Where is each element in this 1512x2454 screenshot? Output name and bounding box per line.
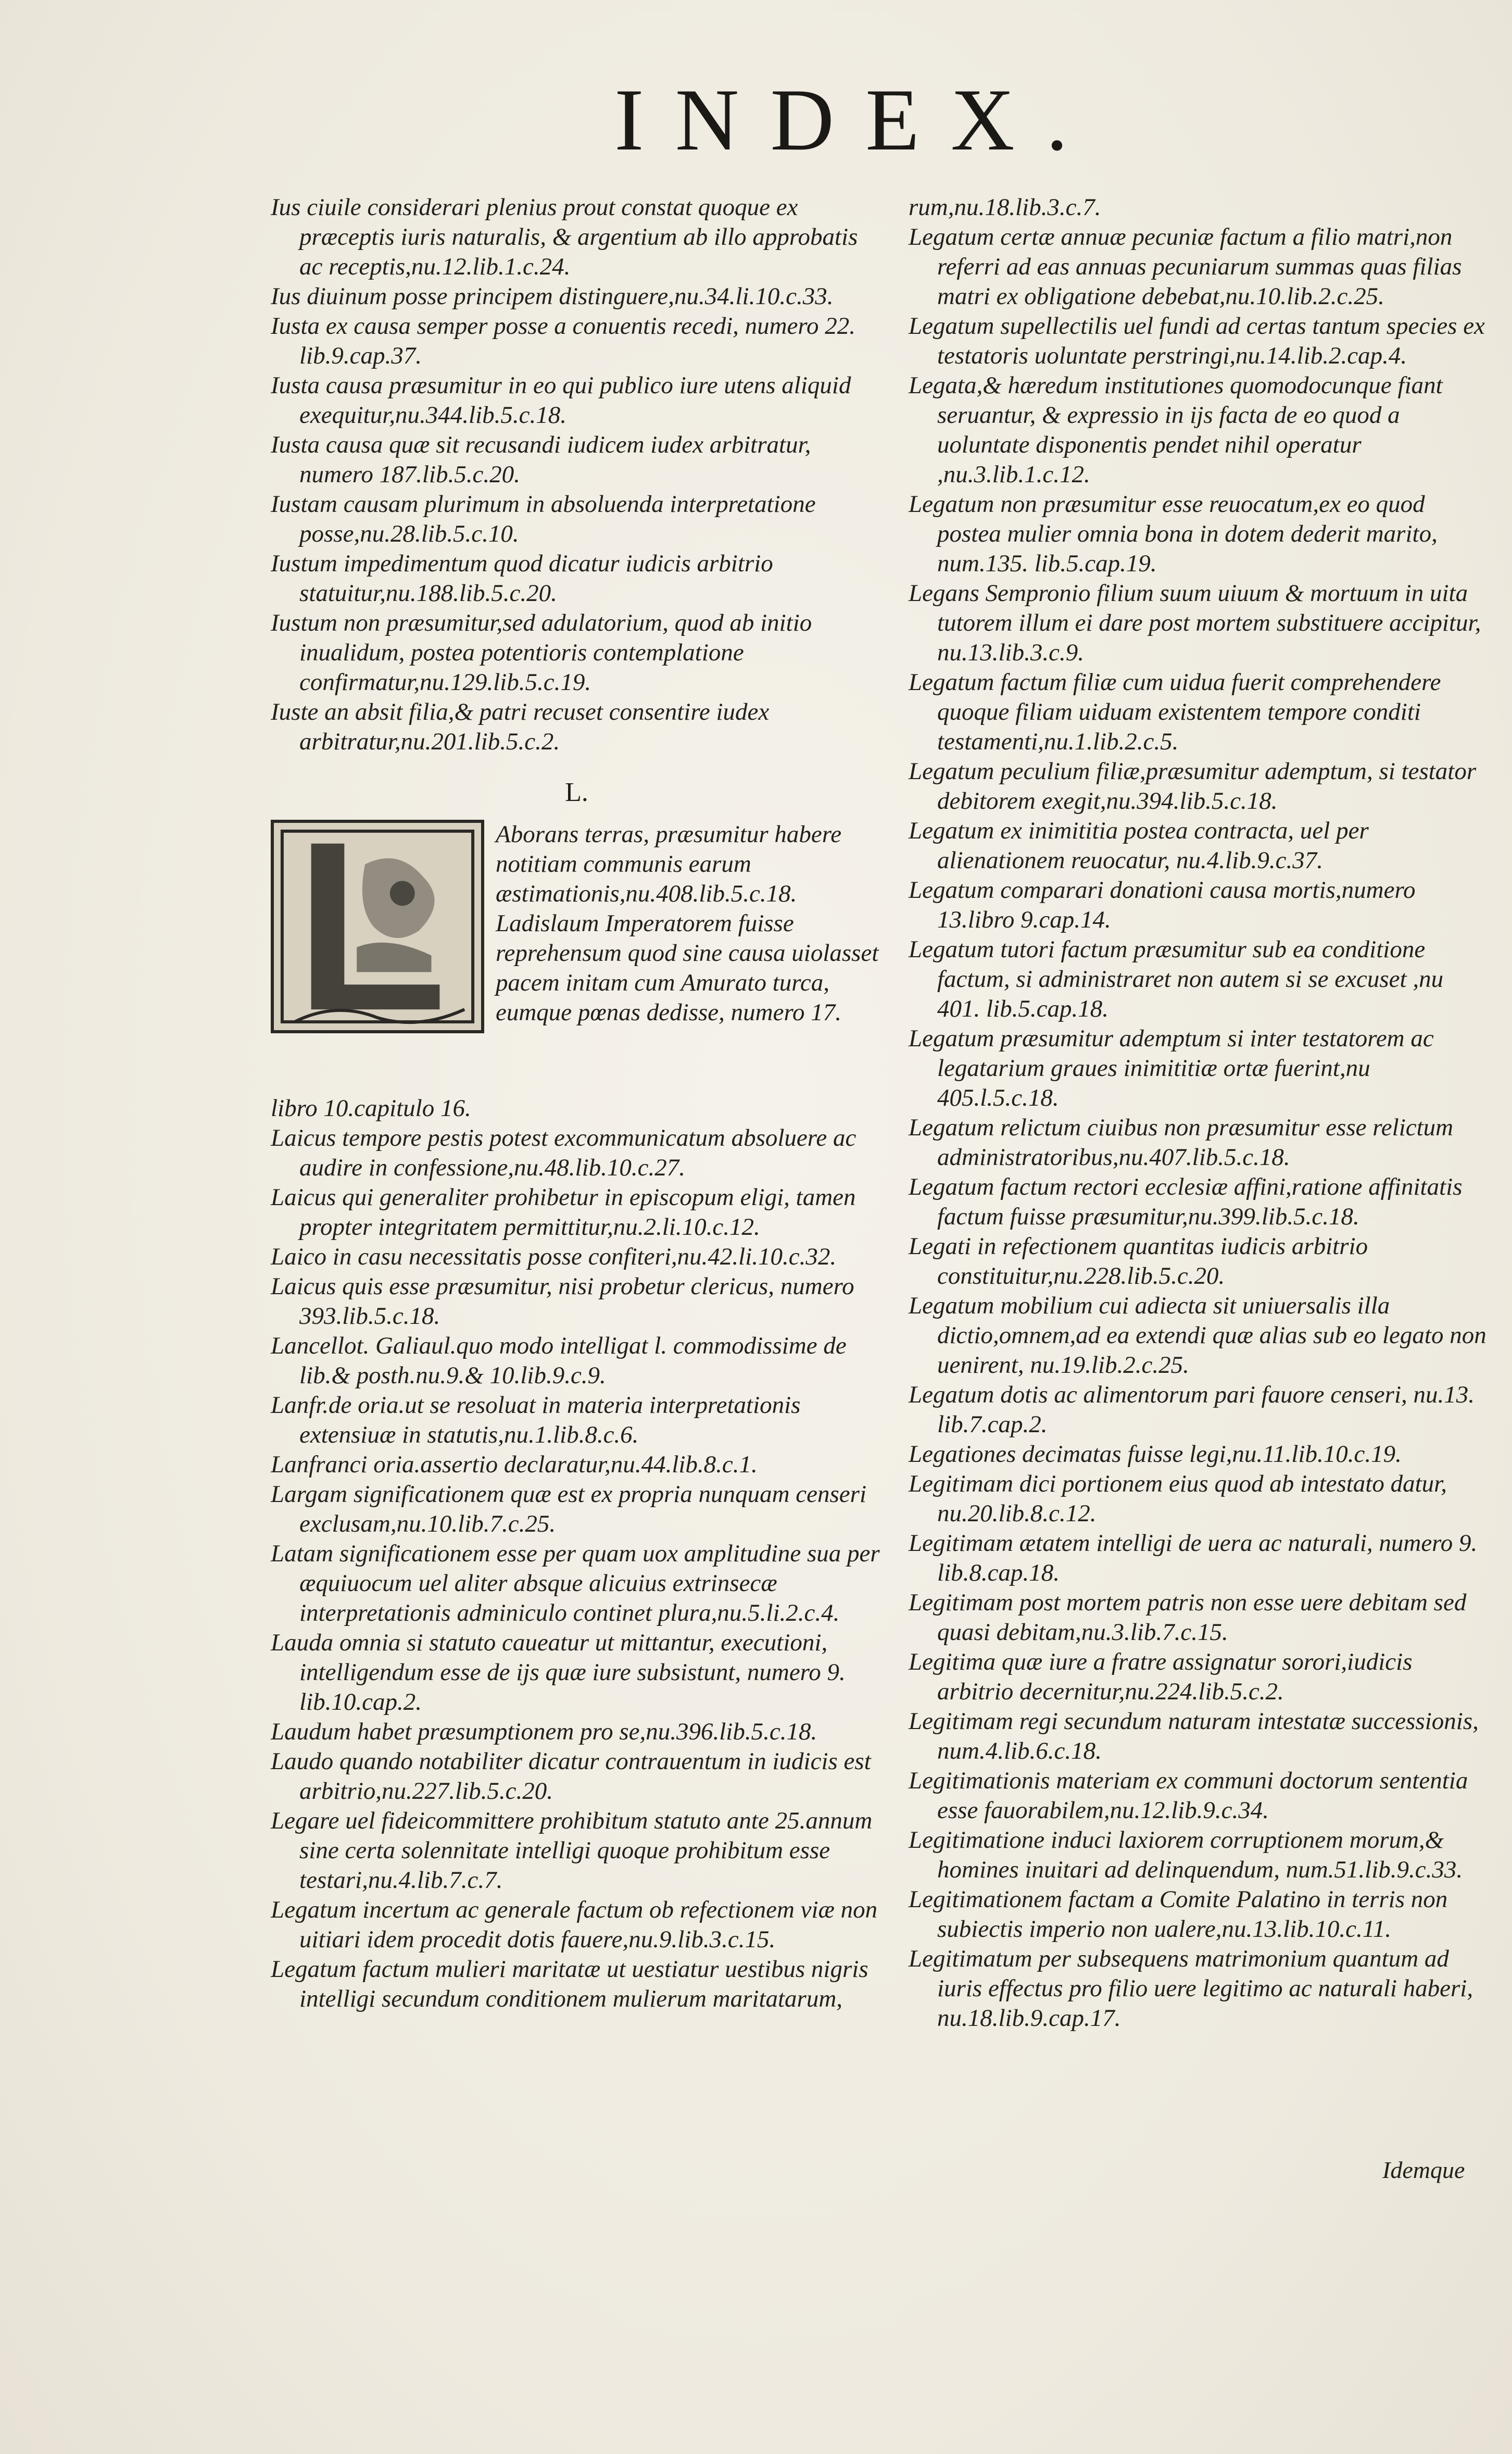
index-entry: Legare uel fideicommittere prohibitum statuto ante 25.annum sine certa solennitate intelligi quoque prohibitum esse testari,nu.4.lib.7.c.7. bbox=[271, 1807, 879, 1894]
index-entry: Legationes decimatas fuisse legi,nu.11.lib.10.c.19. bbox=[909, 1441, 1402, 1468]
index-entry: Lancellot. Galiaul.quo modo intelligat l. commodissime de lib.& posth.nu.9.& 10.lib.9.c.9. bbox=[271, 1332, 853, 1389]
index-entry: Lauda omnia si statuto caueatur ut mittantur, executioni, intelligendum esse de ijs quæ iure subsistunt, numero 9. lib.10.cap.2. bbox=[271, 1629, 852, 1716]
decorated-initial-icon bbox=[271, 820, 484, 1033]
initial-entry-text: Aborans terras, præsumitur habere notitiam communis earum æstimationis,nu.408.lib.5.c.18. Ladislaum Imperatorem fuisse reprehensum quod sine causa uiolasset pacem initam cum Amurato turca, eumque pœnas dedisse, numero 17. bbox=[496, 821, 879, 1026]
index-entry: Laudum habet præsumptionem pro se,nu.396.lib.5.c.18. bbox=[271, 1718, 817, 1745]
index-entry: Ius ciuile considerari plenius prout constat quoque ex præceptis iuris naturalis, & argentium ab illo approbatis ac receptis,nu.12.lib.1.c.24. bbox=[271, 194, 864, 280]
left-column bbox=[271, 193, 886, 2014]
index-entry: Legatum præsumitur ademptum si inter testatorem ac legatarium graues inimititiæ ortæ fuerint,nu 405.l.5.c.18. bbox=[909, 1025, 1440, 1111]
index-entry: Legitimam dici portionem eius quod ab intestato datur, nu.20.lib.8.c.12. bbox=[909, 1470, 1453, 1527]
index-entry: Legatum certæ annuæ pecuniæ factum a filio matri,non referri ad eas annuas pecuniarum summas quas filias matri ex obligatione debebat,nu.10.lib.2.c.25. bbox=[909, 223, 1468, 310]
index-entry: Iusta ex causa semper posse a conuentis recedi, numero 22. lib.9.cap.37. bbox=[271, 312, 862, 369]
index-entry: Lanfranci oria.assertio declaratur,nu.44.lib.8.c.1. bbox=[271, 1451, 758, 1478]
catchword: Idemque bbox=[1382, 2157, 1465, 2183]
index-entry: Iusta causa præsumitur in eo qui publico iure utens aliquid exequitur,nu.344.lib.5.c.18. bbox=[271, 372, 858, 429]
index-entry: Legatum mobilium cui adiecta sit uniuersalis illa dictio,omnem,ad ea extendi quæ alias sub eo legato non uenirent, nu.19.lib.2.c.25. bbox=[909, 1292, 1493, 1379]
index-entry: Legitimam post mortem patris non esse uere debitam sed quasi debitam,nu.3.lib.7.c.15. bbox=[909, 1589, 1473, 1646]
initial-block bbox=[271, 820, 883, 1091]
index-entry: Legatum non præsumitur esse reuocatum,ex eo quod postea mulier omnia bona in dotem dederit marito, num.135. lib.5.cap.19. bbox=[909, 491, 1444, 577]
index-entry: Iustum impedimentum quod dicatur iudicis arbitrio statuitur,nu.188.lib.5.c.20. bbox=[271, 550, 779, 607]
index-entry: rum,nu.18.lib.3.c.7. bbox=[909, 194, 1101, 221]
index-entry: Legans Sempronio filium suum uiuum & mortuum in uita tutorem illum ei dare post mortem substituere accipitur, nu.13.lib.3.c.9. bbox=[909, 580, 1488, 666]
index-entry: Laico in casu necessitatis posse confiteri,nu.42.li.10.c.32. bbox=[271, 1243, 837, 1270]
index-entry: Legitimam regi secundum naturam intestatæ successionis, num.4.lib.6.c.18. bbox=[909, 1708, 1485, 1764]
index-entry: Iusta causa quæ sit recusandi iudicem iudex arbitratur, numero 187.lib.5.c.20. bbox=[271, 431, 817, 488]
index-entry: Lanfr.de oria.ut se resoluat in materia interpretationis extensiuæ in statutis,nu.1.lib.8.c.6. bbox=[271, 1392, 807, 1448]
index-entry: Laudo quando notabiliter dicatur contrauentum in iudicis est arbitrio,nu.227.lib.5.c.20. bbox=[271, 1748, 877, 1805]
index-entry: Iustum non præsumitur,sed adulatorium, quod ab initio inualidum, postea potentioris contemplatione confirmatur,nu.129.lib.5.c.19. bbox=[271, 609, 818, 696]
entries-right bbox=[909, 193, 1492, 2033]
index-entry: Latam significationem esse per quam uox amplitudine sua per æquiuocum uel aliter absque alicuius extrinsecæ interpretationis adminiculo continet plura,nu.5.li.2.c.4. bbox=[271, 1540, 886, 1626]
page-title: INDEX. bbox=[614, 71, 1100, 169]
index-entry: Legatum factum filiæ cum uidua fuerit comprehendere quoque filiam uiduam existentem tempore conditi testamenti,nu.1.lib.2.c.5. bbox=[909, 669, 1447, 755]
index-entry: Legatum supellectilis uel fundi ad certas tantum species ex testatoris uoluntate perstringi,nu.14.lib.2.cap.4. bbox=[909, 312, 1491, 369]
index-entry: Legitimatione induci laxiorem corruptionem morum,& homines inuitari ad delinquendum, num.51.lib.9.c.33. bbox=[909, 1826, 1463, 1883]
index-entry: Legatum tutori factum præsumitur sub ea conditione factum, si administraret non autem si se excuset ,nu 401. lib.5.cap.18. bbox=[909, 936, 1450, 1022]
entries-top bbox=[271, 193, 883, 757]
index-entry: Legitima quæ iure a fratre assignatur sorori,iudicis arbitrio decernitur,nu.224.lib.5.c.2. bbox=[909, 1648, 1419, 1705]
index-entry: Legatum ex inimititia postea contracta, uel per alienationem reuocatur, nu.4.lib.9.c.37. bbox=[909, 817, 1375, 874]
index-entry: Legati in refectionem quantitas iudicis arbitrio constituitur,nu.228.lib.5.c.20. bbox=[909, 1233, 1374, 1289]
index-entry: Legitimatum per subsequens matrimonium quantum ad iuris effectus pro filio uere legitimo ac naturali haberi, nu.18.lib.9.cap.17. bbox=[909, 1945, 1479, 2032]
index-entry: Legatum factum mulieri maritatæ ut uestiatur uestibus nigris intelligi secundum conditionem mulierum maritatarum, bbox=[271, 1956, 875, 2012]
index-entry: libro 10.capitulo 16. bbox=[271, 1095, 471, 1122]
index-entry: Legitimationem factam a Comite Palatino in terris non subiectis imperio non ualere,nu.13.lib.10.c.11. bbox=[909, 1886, 1454, 1943]
index-entry: Legatum peculium filiæ,præsumitur ademptum, si testator debitorem exegit,nu.394.lib.5.c.18. bbox=[909, 758, 1482, 815]
index-entry: Legatum relictum ciuibus non præsumitur esse relictum administratoribus,nu.407.lib.5.c.18. bbox=[909, 1114, 1459, 1171]
entries-bottom bbox=[271, 1094, 886, 2014]
index-entry: Largam significationem quæ est ex propria nunquam censeri exclusam,nu.10.lib.7.c.25. bbox=[271, 1481, 873, 1537]
section-letter: L. bbox=[565, 778, 588, 807]
index-entry: Iuste an absit filia,& patri recuset consentire iudex arbitratur,nu.201.lib.5.c.2. bbox=[271, 698, 776, 755]
index-entry: Laicus qui generaliter prohibetur in episcopum eligi, tamen propter integritatem permittitur,nu.2.li.10.c.12. bbox=[271, 1184, 862, 1241]
index-entry: Legitimationis materiam ex communi doctorum sententia esse fauorabilem,nu.12.lib.9.c.34. bbox=[909, 1767, 1475, 1824]
index-entry: Laicus quis esse præsumitur, nisi probetur clericus, numero 393.lib.5.c.18. bbox=[271, 1273, 861, 1330]
index-entry: Legitimam ætatem intelligi de uera ac naturali, numero 9. lib.8.cap.18. bbox=[909, 1530, 1483, 1586]
index-entry: Legatum dotis ac alimentorum pari fauore censeri, nu.13. lib.7.cap.2. bbox=[909, 1381, 1481, 1438]
index-entry: Legatum factum rectori ecclesiæ affini,ratione affinitatis factum fuisse præsumitur,nu.399.lib.5.c.18. bbox=[909, 1173, 1469, 1230]
right-column bbox=[909, 193, 1492, 2033]
index-entry: Legatum comparari donationi causa mortis,numero 13.libro 9.cap.14. bbox=[909, 877, 1422, 933]
index-entry: Laicus tempore pestis potest excommunicatum absoluere ac audire in confessione,nu.48.lib.10.c.27. bbox=[271, 1124, 863, 1181]
index-entry: Ius diuinum posse principem distinguere,nu.34.li.10.c.33. bbox=[271, 283, 834, 310]
index-entry: Legatum incertum ac generale factum ob refectionem viæ non uitiari idem procedit dotis fauere,nu.9.lib.3.c.15. bbox=[271, 1896, 884, 1953]
index-entry: Legata,& hæredum institutiones quomodocunque fiant seruantur, & expressio in ijs facta de eo quod a uoluntate disponentis pendet nihil operatur ,nu.3.lib.1.c.12. bbox=[909, 372, 1449, 488]
index-entry: Iustam causam plurimum in absoluenda interpretatione posse,nu.28.lib.5.c.10. bbox=[271, 491, 822, 547]
